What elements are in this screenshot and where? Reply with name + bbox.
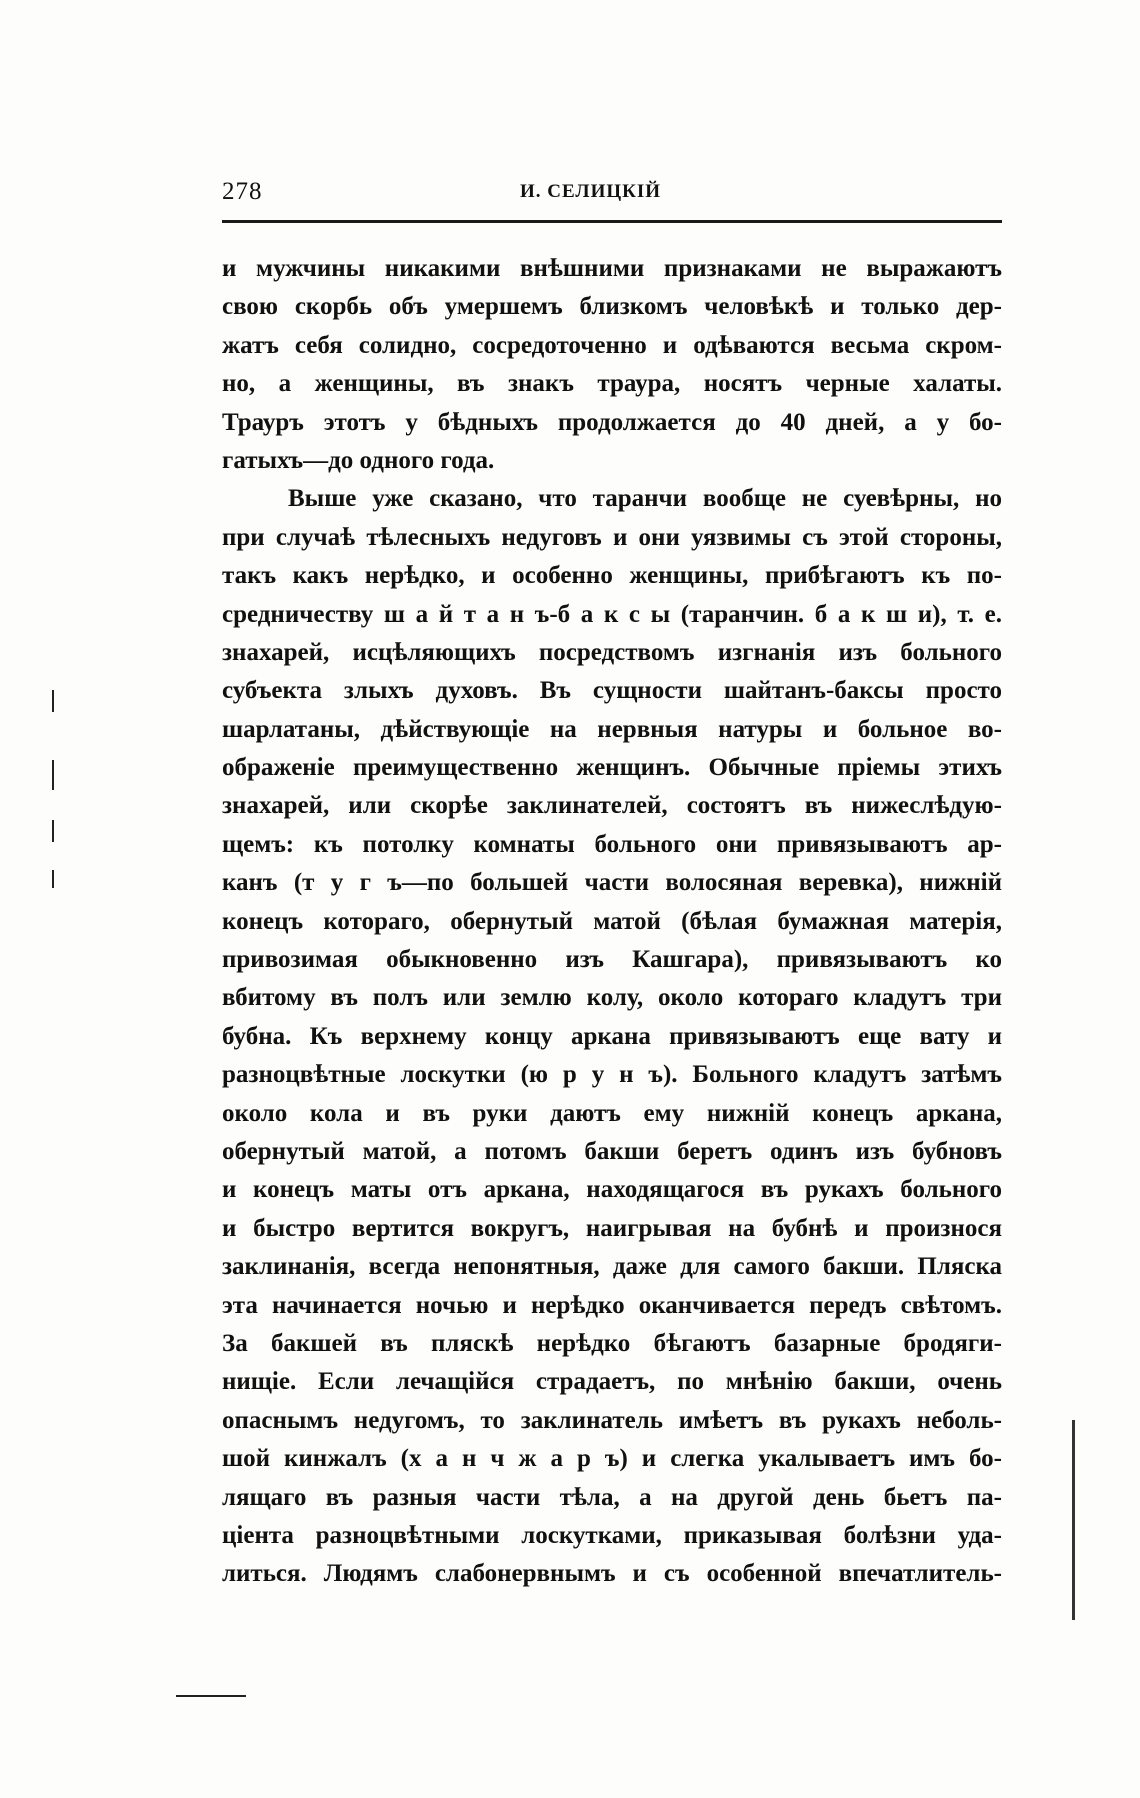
text-line: шарлатаны, дѣйствующіе на нервныя натуры и больное во- [222,715,1002,743]
page-header [222,178,1002,218]
left-margin-mark [52,820,54,842]
text-line: и быстро вертится вокругъ, наигрывая на бубнѣ и произнося [222,1214,1002,1242]
text-line: эта начинается ночью и нерѣдко оканчивается передъ свѣтомъ. [222,1291,1002,1319]
text-line: знахарей, исцѣляющихъ посредствомъ изгнанія изъ больного [222,638,1002,666]
text-line: такъ какъ нерѣдко, и особенно женщины, прибѣгаютъ къ по- [222,562,1002,590]
text-line: и конецъ маты отъ аркана, находящагося въ рукахъ больного [222,1176,1002,1204]
left-margin-mark [52,760,54,790]
paragraph-1 [222,250,1002,480]
text-line: ображеніе преимущественно женщинъ. Обычные пріемы этихъ [222,754,1002,782]
text-line: щемъ: къ потолку комнаты больного они привязываютъ ар- [222,830,1002,858]
text-line: при случаѣ тѣлесныхъ недуговъ и они уязвимы съ этой стороны, [222,523,1002,551]
text-line: знахарей, или скорѣе заклинателей, состоятъ въ нижеслѣдую- [222,792,1002,820]
text-line: лящаго въ разныя части тѣла, а на другой день бьетъ па- [222,1483,1002,1511]
text-line: заклинанія, всегда непонятныя, даже для самого бакши. Пляска [222,1253,1002,1281]
text-line: и мужчины никакими внѣшними признаками не выражаютъ [222,255,1002,282]
text-line: жатъ себя солидно, сосредоточенно и одѣваются весьма скром- [222,331,1002,359]
text-line: шой кинжалъ (х а н ч ж а р ъ) и слегка укалываетъ имъ бо- [222,1445,1002,1473]
text-line: разноцвѣтные лоскутки (ю р у н ъ). Больного кладутъ затѣмъ [222,1061,1002,1089]
text-line: ціента разноцвѣтными лоскутками, приказывая болѣзни уда- [222,1521,1002,1549]
page-number: 278 [222,178,263,205]
text-line: субъекта злыхъ духовъ. Въ сущности шайтанъ-баксы просто [222,677,1002,705]
text-line: вбитому въ полъ или землю колу, около котораго кладутъ три [222,984,1002,1012]
body-text [222,250,1002,1594]
right-edge-scan-mark [1072,1420,1075,1620]
text-line: конецъ котораго, обернутый матой (бѣлая бумажная матерія, [222,907,1002,935]
header-rule [222,220,1002,223]
text-line: свою скорбь объ умершемъ близкомъ человѣкѣ и только дер- [222,293,1002,321]
text-line: Выше уже сказано, что таранчи вообще не суевѣрны, но [288,485,1002,513]
text-line: обернутый матой, а потомъ бакши беретъ одинъ изъ бубновъ [222,1137,1002,1165]
text-line: Трауръ этотъ у бѣдныхъ продолжается до 40 дней, а у бо- [222,408,1002,436]
running-head: И. СЕЛИЦКІЙ [520,181,662,202]
text-line: опаснымъ недугомъ, то заклинатель имѣетъ въ рукахъ неболь- [222,1406,1002,1434]
text-line: литься. Людямъ слабонервнымъ и съ особенной впечатлитель- [222,1560,1002,1588]
text-line: средничеству ш а й т а н ъ-б а к с ы (таранчин. б а к ш и), т. е. [222,600,1002,628]
text-line: канъ (т у г ъ—по большей части волосяная веревка), нижній [222,869,1002,897]
text-line: но, а женщины, въ знакъ траура, носятъ черные халаты. [222,370,1002,398]
bottom-left-scan-mark [176,1695,246,1697]
text-line: нищіе. Если лечащійся страдаетъ, по мнѣнію бакши, очень [222,1368,1002,1396]
text-line: гатыхъ—до одного года. [222,446,495,474]
text-line: бубна. Къ верхнему концу аркана привязываютъ еще вату и [222,1022,1002,1050]
left-margin-mark [52,870,54,888]
paragraph-2 [222,480,1002,1593]
text-line: около кола и въ руки даютъ ему нижній конецъ аркана, [222,1099,1002,1127]
text-line: привозимая обыкновенно изъ Кашгара), привязываютъ ко [222,946,1002,974]
text-line: За бакшей въ пляскѣ нерѣдко бѣгаютъ базарные бродяги- [222,1329,1002,1357]
left-margin-mark [52,690,54,712]
